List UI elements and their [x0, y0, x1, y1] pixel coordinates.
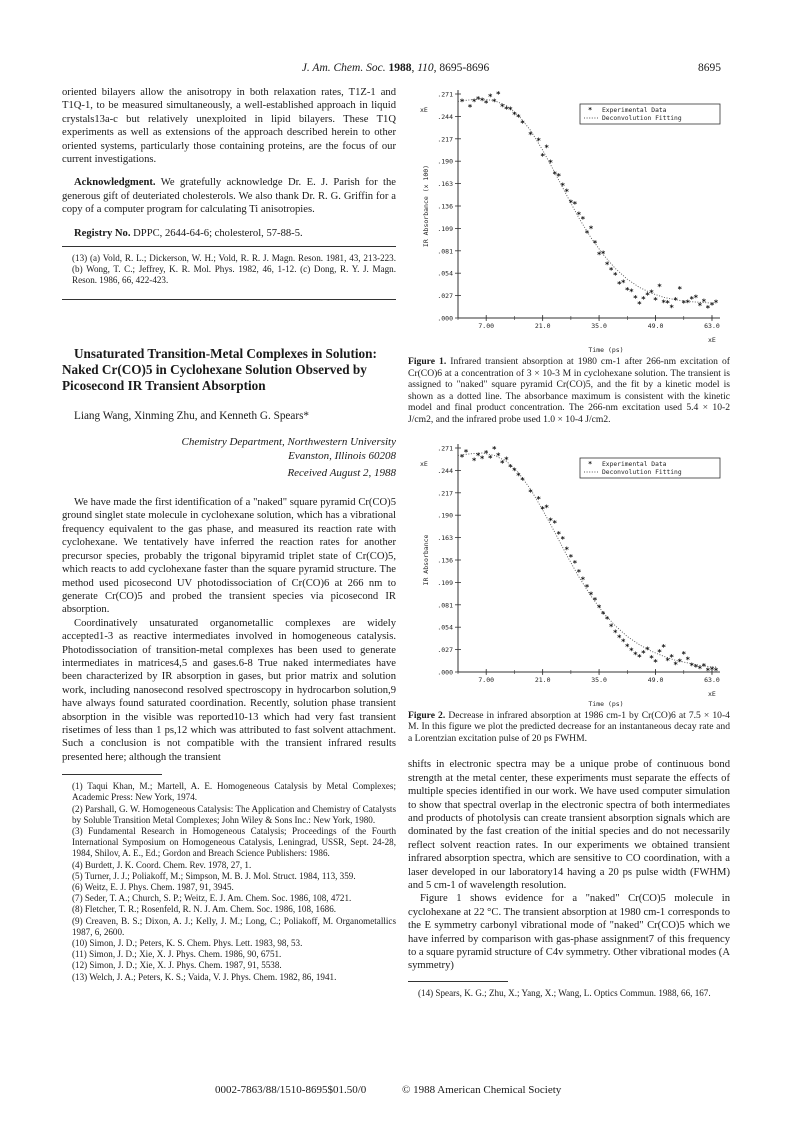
journal-name: J. Am. Chem. Soc.	[301, 62, 386, 74]
data-point: *	[632, 650, 638, 660]
data-point: *	[592, 595, 598, 605]
data-point: *	[685, 655, 691, 665]
y-tick-label: .136	[437, 202, 453, 211]
references-rule	[62, 774, 162, 775]
data-point: *	[584, 582, 590, 592]
data-point: *	[681, 299, 687, 309]
data-point: *	[576, 567, 582, 577]
data-point: *	[600, 609, 606, 619]
y-tick-label: .163	[437, 180, 453, 189]
data-point: *	[632, 294, 638, 304]
y-tick-label: .081	[437, 247, 453, 256]
data-point: *	[681, 649, 687, 659]
y-tick-label: .109	[437, 578, 453, 587]
y-tick-label: .163	[437, 533, 453, 542]
data-point: *	[475, 94, 481, 104]
article-title: Unsaturated Transition-Metal Complexes in Solution: Naked Cr(CO)5 in Cyclohexane Solution Observed by Picosecond IR Transient Absorption	[62, 345, 377, 393]
reference-item: (11) Simon, J. D.; Xie, X. J. Phys. Chem. 1986, 90, 6751.	[72, 949, 282, 960]
y-tick-label: .081	[437, 600, 453, 609]
data-point: *	[588, 589, 594, 599]
data-point: *	[491, 97, 497, 107]
data-point: *	[503, 455, 509, 465]
data-point: *	[677, 656, 683, 666]
y-tick-label: .136	[437, 556, 453, 565]
data-point: *	[528, 487, 533, 497]
data-point: *	[608, 622, 614, 632]
legend-label-experimental: Experimental Data	[602, 107, 667, 114]
data-point: *	[503, 104, 509, 114]
reference-list	[62, 781, 396, 983]
left-column	[62, 86, 396, 983]
data-point: *	[507, 105, 513, 115]
data-point: *	[491, 444, 497, 454]
data-point: *	[580, 574, 586, 584]
data-point: *	[459, 97, 465, 107]
reference-item: (12) Simon, J. D.; Xie, X. J. Phys. Chem. 1987, 91, 5538.	[72, 960, 282, 971]
data-point: *	[540, 504, 546, 514]
data-point: *	[483, 448, 489, 458]
y-tick-label: .190	[437, 511, 453, 520]
data-point: *	[661, 298, 667, 308]
journal-year: 1988	[388, 62, 412, 74]
data-point: *	[713, 298, 719, 308]
data-point: *	[520, 475, 525, 485]
page-number: 8695	[698, 62, 721, 74]
data-point: *	[479, 96, 485, 106]
running-head	[0, 62, 791, 78]
fit-curve	[458, 453, 716, 670]
y-tick-label: .109	[437, 224, 453, 233]
data-point: *	[616, 632, 622, 642]
data-point: *	[487, 92, 493, 102]
data-point: *	[697, 664, 703, 674]
fit-curve	[458, 96, 716, 303]
section-rule	[62, 299, 396, 300]
data-point: *	[507, 462, 513, 472]
journal-pages: 8695-8696	[439, 62, 490, 74]
footnote-14-rule	[408, 981, 508, 982]
data-point: *	[487, 453, 493, 463]
data-point: *	[560, 181, 566, 191]
acknowledgment-text: We gratefully acknowledge Dr. E. J. Parish for the generous gift of deuteriated cholesterols. We also thank Dr. R. G. Griffin for a copy of a computer program for calculating Ti anisotropies.	[62, 177, 396, 216]
y-tick-label: .000	[437, 314, 453, 323]
copyright-notice: © 1988 American Chemical Society	[402, 1084, 562, 1096]
reference-14: (14) Spears, K. G.; Zhu, X.; Yang, X.; Wang, L. Optics Commun. 1988, 66, 167.	[418, 987, 711, 998]
figure-2-label: Figure 2.	[408, 709, 446, 721]
reference-item: (10) Simon, J. D.; Peters, K. S. Chem. Phys. Lett. 1983, 98, 53.	[72, 938, 303, 949]
data-point: *	[544, 143, 550, 153]
data-point: *	[608, 266, 614, 276]
x-tick-label: 35.0	[591, 322, 607, 330]
data-point: *	[540, 151, 546, 161]
reference-item: (7) Seder, T. A.; Church, S. P.; Weitz, E. J. Am. Chem. Soc. 1986, 108, 4721.	[72, 893, 352, 904]
data-point: *	[516, 470, 521, 480]
data-point: *	[463, 447, 469, 457]
y-tick-label: .027	[437, 292, 453, 301]
data-point: *	[649, 653, 654, 663]
affiliation-line-1: Chemistry Department, Northwestern University	[181, 436, 396, 449]
figure-1-chart	[408, 86, 730, 354]
data-point: *	[677, 285, 683, 295]
reference-item: (1) Taqui Khan, M.; Martell, A. E. Homogeneous Catalysis by Metal Complexes; Academic Press: New York, 1974.	[72, 781, 396, 803]
data-point: *	[673, 295, 679, 305]
data-point: *	[576, 210, 582, 220]
data-point: *	[528, 130, 533, 140]
data-point: *	[552, 518, 558, 528]
data-point: *	[459, 452, 465, 462]
data-point: *	[548, 516, 554, 526]
data-point: *	[604, 260, 610, 270]
data-point: *	[637, 652, 642, 662]
data-point: *	[616, 280, 622, 290]
data-point: *	[520, 118, 525, 128]
y-tick-label: .217	[437, 488, 453, 497]
data-point: *	[560, 534, 566, 544]
figure-1-caption	[408, 356, 730, 426]
data-point: *	[628, 287, 634, 297]
footnote-rule	[62, 246, 396, 247]
data-point: *	[689, 294, 695, 304]
x-axis-title: Time (ps)	[588, 699, 624, 708]
received-date: Received August 2, 1988	[287, 467, 396, 480]
data-point: *	[568, 198, 574, 208]
data-point: *	[693, 293, 699, 303]
figure-1-label: Figure 1.	[408, 356, 447, 367]
data-point: *	[495, 90, 501, 99]
data-point: *	[548, 158, 554, 168]
data-point: *	[584, 228, 590, 238]
figure-2-caption	[408, 710, 730, 745]
acknowledgment	[62, 176, 396, 216]
data-point: *	[556, 171, 562, 181]
x-axis-multiplier: xE	[708, 689, 716, 698]
y-tick-label: .271	[437, 444, 453, 453]
data-point: *	[592, 238, 598, 248]
x-axis-title: Time (ps)	[588, 346, 624, 354]
data-point: *	[673, 660, 679, 670]
data-point: *	[620, 636, 626, 646]
reference-item: (13) Welch, J. A.; Peters, K. S.; Vaida, V. J. Phys. Chem. 1982, 86, 1941.	[72, 971, 337, 982]
figure-1-caption-text: Infrared transient absorption at 1980 cm-1 after 266-nm excitation of Cr(CO)6 at a concentration of 3 × 10-3 M in cyclohexane solution. The transient is assigned to "naked" square pyramid Cr(CO)5, and the fit by a kinetic model is shown as a dotted line. The absorbance maximum is consistent with the kinetic model and final product concentration. The 266-nm excitation used 5.4 × 10-2 J/cm2, and the infrared probe used 1.0 × 10-4 J/cm2.	[408, 356, 730, 425]
x-tick-label: 7.00	[478, 675, 495, 684]
reference-item: (9) Creaven, B. S.; Dixon, A. J.; Kelly, J. M.; Long, C.; Poliakoff, M. Organometallics 1987, 6, 2600.	[72, 915, 396, 937]
data-point: *	[645, 645, 650, 655]
x-axis-multiplier: xE	[708, 336, 716, 344]
journal-volume: 110	[417, 62, 434, 74]
figure-2-chart	[408, 440, 730, 708]
legend-label-fit: Deconvolution Fitting	[602, 115, 682, 122]
data-point: *	[495, 451, 501, 461]
data-point: *	[653, 657, 658, 667]
data-point: *	[641, 648, 646, 658]
data-point: *	[709, 300, 715, 310]
y-tick-label: .027	[437, 645, 453, 654]
x-tick-label: 49.0	[647, 675, 664, 684]
data-point: *	[701, 661, 707, 671]
data-point: *	[512, 465, 517, 475]
data-point: *	[705, 304, 711, 314]
data-point: *	[471, 97, 477, 107]
data-point: *	[475, 451, 481, 461]
data-point: *	[499, 102, 505, 112]
body-paragraph-1: We have made the first identification of a "naked" square pyramid Cr(CO)5 ground singlet state molecule in cyclohexane solution, which has a vibrational frequency equivalent to the gas phase, and measured its reaction rate with cyclohexane. We tentatively have inferred the reaction rates for another precursor species, probably the trigonal bipyramid triplet state of Cr(CO)5, which reacts to add cyclohexane faster than the square pyramid structure. The method used picosecond UV photodissociation of Cr(CO)6 at 266 nm to generate Cr(CO)5 and probed the transient species via picosecond IR absorption.	[62, 497, 396, 616]
data-point: *	[572, 558, 578, 568]
reference-item: (5) Turner, J. J.; Poliakoff, M.; Simpson, M. B. J. Mol. Struct. 1984, 113, 359.	[72, 870, 356, 881]
x-tick-label: 7.00	[478, 322, 495, 330]
data-point: *	[685, 298, 691, 308]
x-tick-label: 63.0	[704, 675, 720, 684]
data-point: *	[628, 646, 634, 656]
figure-1	[408, 86, 730, 354]
y-tick-label: .000	[437, 668, 453, 677]
data-point: *	[516, 113, 521, 123]
registry-text: DPPC, 2644-64-6; cholesterol, 57-88-5.	[133, 227, 303, 239]
right-column	[408, 86, 730, 999]
y-tick-label: .054	[437, 269, 453, 278]
figure-2	[408, 440, 730, 708]
y-tick-label: .217	[437, 135, 453, 144]
data-point: *	[536, 136, 542, 146]
data-point: *	[653, 295, 658, 305]
y-axis-title: IR Absorbance (x 100)	[422, 164, 430, 248]
y-axis-multiplier: xE	[420, 459, 428, 468]
data-point: *	[657, 647, 662, 657]
data-point: *	[612, 271, 618, 281]
data-point: *	[693, 662, 699, 672]
data-point: *	[604, 614, 610, 624]
y-tick-label: .271	[437, 90, 453, 99]
data-point: *	[620, 278, 626, 288]
data-point: *	[499, 458, 505, 468]
reference-item: (2) Parshall, G. W. Homogeneous Catalysis: The Application and Chemistry of Catalysts by Soluble Transition Metal Complexes; John Wiley & Sons Inc.: New York, 1980.	[72, 803, 396, 825]
x-tick-label: 49.0	[647, 322, 664, 330]
data-point: *	[669, 652, 675, 662]
data-point: *	[665, 299, 671, 309]
registry-numbers	[62, 227, 396, 240]
data-point: *	[645, 290, 650, 300]
reference-13: (13) (a) Vold, R. L.; Dickerson, W. H.; Vold, R. R. J. Magn. Reson. 1981, 43, 213-223. (b) Wong, T. C.; Jeffrey, K. R. Mol. Phys. 1982, 46, 1-12. (c) Dong, R. Y. J. Magn. Reson. 1986, 66, 422-423.	[72, 253, 396, 286]
body-paragraph-2: Coordinatively unsaturated organometallic complexes are widely accepted1-3 as reactive intermediates involved in homogeneous catalysis. Photodissociation of transition-metal complexes has been used to generate intermediates in matrices4,5 and gases.6-8 True naked intermediates have been characterized by IR absorption in gases, but prior matrix and solution work, including nanosecond resolved spectroscopy in hydrocarbon solution,9 have always found saturated coordination. Recently, solution phase transient absorption in the visible was reported10-13 which had very fast transient risetimes of less than 1 ps,12 which was attributed to fast solvent attachment. Such a conclusion is not compatible with the transient infrared results presented here; although the transient	[62, 617, 396, 763]
reference-item: (6) Weitz, E. J. Phys. Chem. 1987, 91, 3945.	[72, 882, 234, 893]
data-point: *	[624, 641, 630, 651]
data-point: *	[471, 455, 477, 465]
y-tick-label: .244	[437, 466, 453, 475]
reference-item: (3) Fundamental Research in Homogeneous Catalysis; Proceedings of the Fourth International Symposium on Homogeneous Catalysis, Leningrad, USSR, Sept. 24-28, 1984, Shilov, A. E., Ed.; Gordon and Breach Science Publishers: 1986.	[72, 826, 396, 859]
data-point: *	[641, 294, 646, 304]
data-point: *	[705, 665, 711, 675]
data-point: *	[467, 103, 473, 113]
data-point: *	[612, 627, 618, 637]
legend-label-experimental: Experimental Data	[602, 460, 667, 468]
data-point: *	[637, 299, 642, 309]
data-point: *	[544, 503, 550, 513]
x-tick-label: 21.0	[534, 675, 551, 684]
data-point: *	[568, 552, 574, 562]
legend-label-fit: Deconvolution Fitting	[602, 468, 682, 476]
right-body-paragraph-2: Figure 1 shows evidence for a "naked" Cr(CO)5 molecule in cyclohexane at 22 °C. The transient absorption at 1980 cm-1 corresponds to the E symmetry carbonyl vibrational mode of "naked" Cr(CO)5 which we have inferred by comparison with gas-phase assignment7 of this frequency to a square pyramid structure of C4v symmetry. Other vibrational modes (A symmetry)	[408, 893, 730, 972]
data-point: *	[580, 214, 586, 224]
data-point: *	[600, 249, 606, 259]
data-point: *	[564, 545, 570, 555]
x-tick-label: 35.0	[591, 675, 607, 684]
y-axis-multiplier: xE	[420, 106, 428, 114]
data-point: *	[479, 454, 485, 464]
acknowledgment-label: Acknowledgment.	[74, 177, 156, 189]
legend-marker-experimental: *	[588, 459, 593, 468]
right-body-paragraph-1: shifts in electronic spectra may be a unique probe of continuous bond strength at the metal center, these experiments must separate the effects of multiple species identified in our work. We have used computer simulation to show that spectral overlap in the electronic spectra of both intermediates and products of photolysis can create transient absorption signals which are dominated by the fast creation of the initial species and do not necessarily reflect solvent reaction rates. In our experiments we obtained transient infrared absorption spectra, which are sensitive to CO coordination, with a laser developed in our laboratory14 having a 20 ps pulse width (FWHM) and 5 cm-1 of wavelength resolution.	[408, 759, 730, 891]
data-point: *	[669, 303, 675, 313]
intro-paragraph: oriented bilayers allow the anisotropy in both relaxation rates, T1Z-1 and T1Q-1, to be measured simultaneously, a well-established approach in liquid crystals13a-c but relatively unexploited in lipid bilayers. These T1Q experiments as well as extensions of the approach described herein to other oriented systems, particularly those containing proteins, are the focus of our current investigations.	[62, 87, 396, 166]
data-point: *	[709, 665, 715, 675]
data-point: *	[512, 110, 517, 120]
data-point: *	[624, 285, 630, 295]
data-point: *	[665, 655, 671, 665]
data-point: *	[713, 665, 719, 675]
data-point: *	[657, 282, 662, 292]
figure-2-caption-text: Decrease in infrared absorption at 1986 cm-1 by Cr(CO)6 at 7.5 × 10-4 M. In this figure we plot the predicted decrease for an instantaneous decay rate and a Lorentzian excitation pulse of 20 ps FWHM.	[408, 709, 730, 744]
data-point: *	[588, 224, 594, 234]
data-point: *	[701, 297, 707, 307]
legend-marker-experimental: *	[588, 106, 593, 114]
y-tick-label: .190	[437, 157, 453, 166]
data-point: *	[649, 288, 654, 298]
data-point: *	[689, 660, 695, 670]
registry-label: Registry No.	[74, 227, 131, 239]
y-tick-label: .244	[437, 112, 453, 121]
data-point: *	[552, 170, 558, 180]
data-point: *	[564, 187, 570, 197]
data-point: *	[697, 301, 703, 311]
article-authors: Liang Wang, Xinming Zhu, and Kenneth G. Spears*	[74, 409, 310, 422]
data-point: *	[596, 603, 602, 613]
affiliation-line-2: Evanston, Illinois 60208	[288, 450, 396, 463]
data-point: *	[572, 199, 578, 209]
reference-item: (4) Burdett, J. K. Coord. Chem. Rev. 1978, 27, 1.	[72, 859, 252, 870]
running-head-citation: J. Am. Chem. Soc. 1988, 110, 8695-8696	[301, 62, 490, 74]
footnote-14	[408, 988, 730, 999]
data-point: *	[536, 494, 542, 504]
data-point: *	[556, 529, 562, 539]
data-point: *	[661, 642, 667, 652]
issn-code: 0002-7863/88/1510-8695$01.50/0	[215, 1084, 367, 1096]
y-axis-title: IR Absorbance	[422, 534, 430, 585]
x-tick-label: 63.0	[704, 322, 720, 330]
y-tick-label: .054	[437, 623, 453, 632]
x-tick-label: 21.0	[534, 322, 551, 330]
data-point: *	[596, 250, 602, 260]
footnote-13	[62, 253, 396, 287]
data-point: *	[483, 99, 489, 109]
reference-item: (8) Fletcher, T. R.; Rosenfeld, R. N. J. Am. Chem. Soc. 1986, 108, 1686.	[72, 904, 337, 915]
